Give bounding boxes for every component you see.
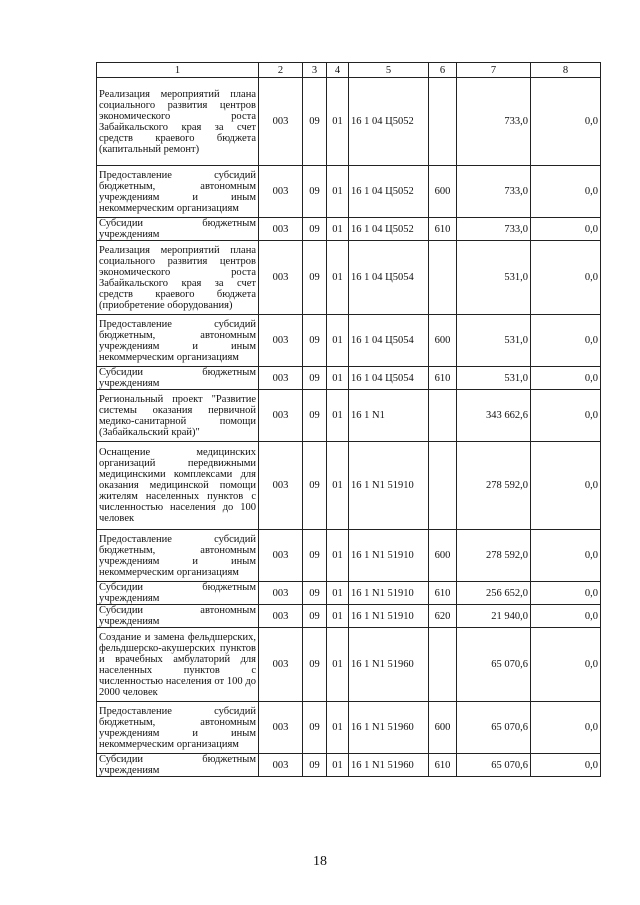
- section-code-cell: 09: [303, 315, 327, 367]
- chapter-code-cell: 003: [259, 628, 303, 702]
- section-code-cell: 09: [303, 530, 327, 582]
- target-article-cell: 16 1 N1 51910: [349, 582, 429, 605]
- target-article-cell: 16 1 N1 51910: [349, 605, 429, 628]
- column-header-5: 5: [349, 63, 429, 78]
- row-name-cell: Региональный проект "Развитие системы оказания первичной медико-санитарной помощи (Забайкальский край)": [97, 390, 259, 442]
- amount-2-cell: 0,0: [531, 315, 601, 367]
- subsection-code-cell: 01: [327, 367, 349, 390]
- row-name-cell: Субсидии автономным учреждениям: [97, 605, 259, 628]
- table-row: [97, 315, 601, 367]
- row-name-cell: Предоставление субсидий бюджетным, автономным учреждениям и иным некоммерческим организациям: [97, 702, 259, 754]
- chapter-code-cell: 003: [259, 702, 303, 754]
- target-article-cell: 16 1 04 Ц5054: [349, 367, 429, 390]
- row-name-cell: Субсидии бюджетным учреждениям: [97, 754, 259, 777]
- column-header-6: 6: [429, 63, 457, 78]
- amount-cell: 343 662,6: [457, 390, 531, 442]
- amount-2-cell: 0,0: [531, 390, 601, 442]
- section-code-cell: 09: [303, 702, 327, 754]
- table-row: [97, 367, 601, 390]
- section-code-cell: 09: [303, 78, 327, 166]
- target-article-cell: 16 1 N1: [349, 390, 429, 442]
- expense-type-cell: 600: [429, 530, 457, 582]
- table-row: [97, 628, 601, 702]
- chapter-code-cell: 003: [259, 78, 303, 166]
- section-code-cell: 09: [303, 442, 327, 530]
- amount-2-cell: 0,0: [531, 582, 601, 605]
- subsection-code-cell: 01: [327, 754, 349, 777]
- expense-type-cell: [429, 390, 457, 442]
- table-row: [97, 442, 601, 530]
- column-header-7: 7: [457, 63, 531, 78]
- amount-2-cell: 0,0: [531, 78, 601, 166]
- amount-cell: 733,0: [457, 166, 531, 218]
- amount-cell: 278 592,0: [457, 530, 531, 582]
- expense-type-cell: 620: [429, 605, 457, 628]
- table-row: [97, 754, 601, 777]
- target-article-cell: 16 1 04 Ц5052: [349, 78, 429, 166]
- row-name-cell: Реализация мероприятий плана социального развития центров экономического роста Забайкальского края за счет средств краевого бюджета (капитальный ремонт): [97, 78, 259, 166]
- expense-type-cell: 610: [429, 218, 457, 241]
- amount-cell: 531,0: [457, 315, 531, 367]
- expense-type-cell: 610: [429, 754, 457, 777]
- amount-2-cell: 0,0: [531, 530, 601, 582]
- row-name-cell: Реализация мероприятий плана социального развития центров экономического роста Забайкальского края за счет средств краевого бюджета (приобретение оборудования): [97, 241, 259, 315]
- expense-type-cell: [429, 628, 457, 702]
- section-code-cell: 09: [303, 390, 327, 442]
- expense-type-cell: [429, 442, 457, 530]
- row-name-cell: Оснащение медицинских организаций передвижными медицинскими комплексами для оказания медицинской помощи жителям населенных пунктов с численностью населения до 100 человек: [97, 442, 259, 530]
- column-header-2: 2: [259, 63, 303, 78]
- subsection-code-cell: 01: [327, 442, 349, 530]
- table-row: [97, 218, 601, 241]
- amount-cell: 531,0: [457, 367, 531, 390]
- amount-cell: 65 070,6: [457, 628, 531, 702]
- expense-type-cell: [429, 78, 457, 166]
- amount-cell: 256 652,0: [457, 582, 531, 605]
- chapter-code-cell: 003: [259, 241, 303, 315]
- target-article-cell: 16 1 N1 51960: [349, 702, 429, 754]
- section-code-cell: 09: [303, 628, 327, 702]
- row-name-cell: Создание и замена фельдшерских, фельдшерско-акушерских пунктов и врачебных амбулаторий для населенных пунктов с численностью населения от 100 до 2000 человек: [97, 628, 259, 702]
- subsection-code-cell: 01: [327, 702, 349, 754]
- section-code-cell: 09: [303, 218, 327, 241]
- target-article-cell: 16 1 04 Ц5054: [349, 315, 429, 367]
- column-header-8: 8: [531, 63, 601, 78]
- page-number: 18: [313, 854, 327, 869]
- target-article-cell: 16 1 04 Ц5052: [349, 218, 429, 241]
- subsection-code-cell: 01: [327, 390, 349, 442]
- row-name-cell: Субсидии бюджетным учреждениям: [97, 218, 259, 241]
- header-row: [97, 63, 601, 78]
- subsection-code-cell: 01: [327, 530, 349, 582]
- chapter-code-cell: 003: [259, 367, 303, 390]
- table-row: [97, 702, 601, 754]
- budget-table: [96, 62, 601, 777]
- table-row: [97, 605, 601, 628]
- target-article-cell: 16 1 04 Ц5054: [349, 241, 429, 315]
- row-name-cell: Субсидии бюджетным учреждениям: [97, 582, 259, 605]
- amount-2-cell: 0,0: [531, 166, 601, 218]
- table-body: [97, 78, 601, 777]
- chapter-code-cell: 003: [259, 166, 303, 218]
- expense-type-cell: 600: [429, 166, 457, 218]
- row-name-cell: Предоставление субсидий бюджетным, автономным учреждениям и иным некоммерческим организациям: [97, 530, 259, 582]
- expense-type-cell: 600: [429, 702, 457, 754]
- section-code-cell: 09: [303, 241, 327, 315]
- section-code-cell: 09: [303, 582, 327, 605]
- subsection-code-cell: 01: [327, 315, 349, 367]
- section-code-cell: 09: [303, 367, 327, 390]
- table-row: [97, 530, 601, 582]
- amount-2-cell: 0,0: [531, 702, 601, 754]
- table-row: [97, 166, 601, 218]
- expense-type-cell: 610: [429, 582, 457, 605]
- section-code-cell: 09: [303, 166, 327, 218]
- amount-2-cell: 0,0: [531, 442, 601, 530]
- target-article-cell: 16 1 N1 51960: [349, 754, 429, 777]
- amount-cell: 733,0: [457, 218, 531, 241]
- target-article-cell: 16 1 04 Ц5052: [349, 166, 429, 218]
- section-code-cell: 09: [303, 754, 327, 777]
- subsection-code-cell: 01: [327, 218, 349, 241]
- amount-2-cell: 0,0: [531, 605, 601, 628]
- table-row: [97, 390, 601, 442]
- subsection-code-cell: 01: [327, 166, 349, 218]
- expense-type-cell: 610: [429, 367, 457, 390]
- table-row: [97, 241, 601, 315]
- amount-cell: 21 940,0: [457, 605, 531, 628]
- target-article-cell: 16 1 N1 51910: [349, 530, 429, 582]
- chapter-code-cell: 003: [259, 442, 303, 530]
- chapter-code-cell: 003: [259, 390, 303, 442]
- table-row: [97, 78, 601, 166]
- amount-2-cell: 0,0: [531, 218, 601, 241]
- chapter-code-cell: 003: [259, 530, 303, 582]
- subsection-code-cell: 01: [327, 582, 349, 605]
- amount-2-cell: 0,0: [531, 754, 601, 777]
- subsection-code-cell: 01: [327, 241, 349, 315]
- subsection-code-cell: 01: [327, 605, 349, 628]
- amount-2-cell: 0,0: [531, 628, 601, 702]
- amount-2-cell: 0,0: [531, 241, 601, 315]
- expense-type-cell: 600: [429, 315, 457, 367]
- column-header-1: 1: [97, 63, 259, 78]
- amount-cell: 531,0: [457, 241, 531, 315]
- column-header-3: 3: [303, 63, 327, 78]
- subsection-code-cell: 01: [327, 78, 349, 166]
- column-header-4: 4: [327, 63, 349, 78]
- amount-2-cell: 0,0: [531, 367, 601, 390]
- chapter-code-cell: 003: [259, 315, 303, 367]
- row-name-cell: Предоставление субсидий бюджетным, автономным учреждениям и иным некоммерческим организациям: [97, 315, 259, 367]
- amount-cell: 278 592,0: [457, 442, 531, 530]
- section-code-cell: 09: [303, 605, 327, 628]
- target-article-cell: 16 1 N1 51960: [349, 628, 429, 702]
- expense-type-cell: [429, 241, 457, 315]
- row-name-cell: Предоставление субсидий бюджетным, автономным учреждениям и иным некоммерческим организациям: [97, 166, 259, 218]
- amount-cell: 65 070,6: [457, 754, 531, 777]
- amount-cell: 733,0: [457, 78, 531, 166]
- chapter-code-cell: 003: [259, 605, 303, 628]
- chapter-code-cell: 003: [259, 582, 303, 605]
- row-name-cell: Субсидии бюджетным учреждениям: [97, 367, 259, 390]
- amount-cell: 65 070,6: [457, 702, 531, 754]
- table-row: [97, 582, 601, 605]
- subsection-code-cell: 01: [327, 628, 349, 702]
- chapter-code-cell: 003: [259, 754, 303, 777]
- target-article-cell: 16 1 N1 51910: [349, 442, 429, 530]
- chapter-code-cell: 003: [259, 218, 303, 241]
